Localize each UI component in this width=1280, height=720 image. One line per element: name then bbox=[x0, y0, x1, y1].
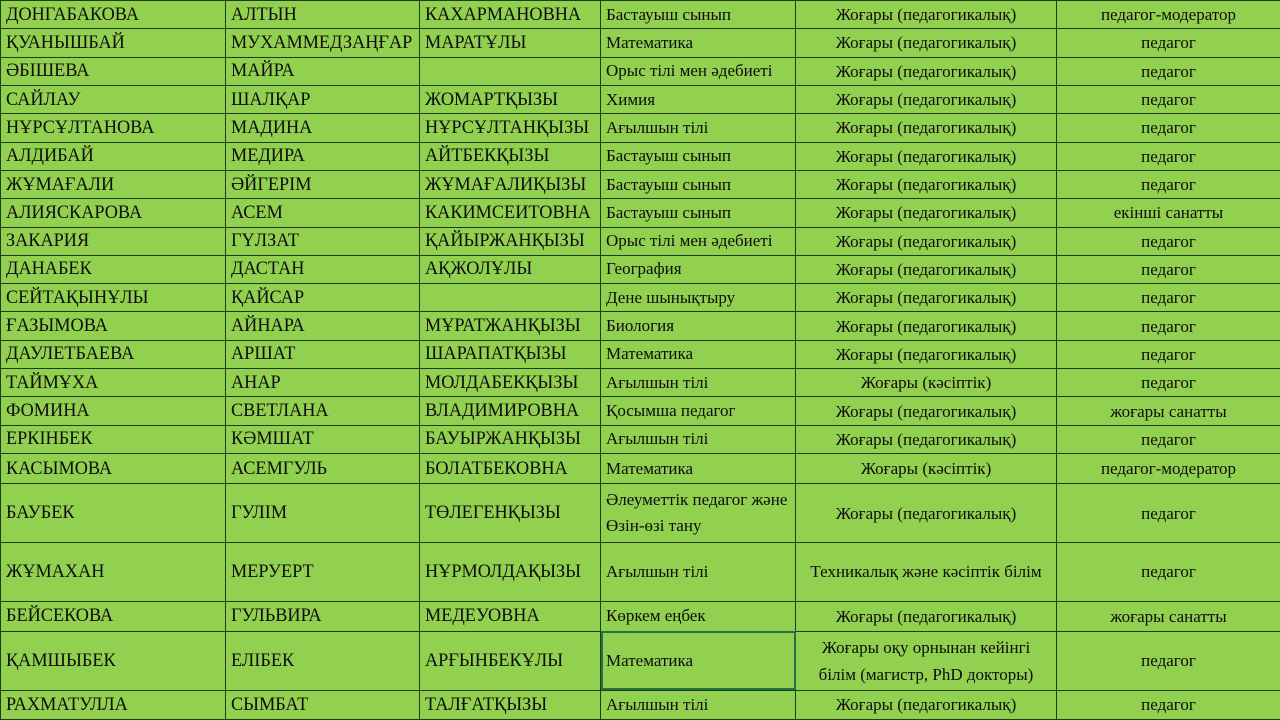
cell-subject-text: Математика bbox=[606, 344, 694, 364]
cell-patronymic-text: АРҒЫНБЕКҰЛЫ bbox=[425, 649, 564, 671]
cell-category[interactable] bbox=[1057, 255, 1280, 283]
cell-category-text: педагог bbox=[1141, 288, 1196, 308]
cell-subject[interactable] bbox=[601, 255, 796, 283]
cell-name-text: МУХАММЕДЗАҢҒАР bbox=[231, 31, 413, 53]
table-row bbox=[1, 397, 1280, 425]
cell-category[interactable] bbox=[1057, 425, 1280, 453]
cell-category-text: педагог bbox=[1141, 231, 1196, 251]
cell-category[interactable] bbox=[1057, 340, 1280, 368]
cell-name[interactable] bbox=[226, 340, 420, 368]
table-row bbox=[1, 85, 1280, 113]
cell-education-text: Жоғары (педагогикалық) bbox=[835, 90, 1017, 110]
cell-surname[interactable] bbox=[1, 454, 226, 484]
cell-name[interactable] bbox=[226, 454, 420, 484]
cell-subject-text: Биология bbox=[606, 316, 675, 336]
cell-subject[interactable] bbox=[601, 57, 796, 85]
cell-patronymic-text: МЕДЕУОВНА bbox=[425, 605, 540, 627]
cell-name[interactable] bbox=[226, 484, 420, 543]
cell-education[interactable] bbox=[796, 312, 1057, 340]
cell-name[interactable] bbox=[226, 142, 420, 170]
table-row bbox=[1, 29, 1280, 57]
cell-education-text: Жоғары (педагогикалық) bbox=[835, 503, 1017, 523]
cell-education-text: Жоғары (педагогикалық) bbox=[835, 61, 1017, 81]
cell-surname-text: СЕЙТАҚЫНҰЛЫ bbox=[6, 286, 149, 308]
cell-education-text: Жоғары (педагогикалық) bbox=[835, 606, 1017, 626]
cell-patronymic-text: ТАЛҒАТҚЫЗЫ bbox=[425, 693, 548, 715]
cell-subject-text: Бастауыш сынып bbox=[606, 174, 732, 194]
cell-patronymic-text: НҰРСҰЛТАНҚЫЗЫ bbox=[425, 116, 590, 138]
cell-subject[interactable] bbox=[601, 631, 796, 690]
cell-category[interactable] bbox=[1057, 484, 1280, 543]
cell-category[interactable] bbox=[1057, 369, 1280, 397]
table-row bbox=[1, 454, 1280, 484]
cell-education[interactable] bbox=[796, 114, 1057, 142]
cell-education[interactable] bbox=[796, 57, 1057, 85]
cell-education[interactable] bbox=[796, 170, 1057, 198]
cell-education-text: Жоғары (кәсіптік) bbox=[860, 459, 992, 479]
cell-category[interactable] bbox=[1057, 631, 1280, 690]
cell-surname-text: САЙЛАУ bbox=[6, 88, 81, 110]
table-row bbox=[1, 284, 1280, 312]
cell-name-text: ҚАЙСАР bbox=[231, 286, 305, 308]
cell-education[interactable] bbox=[796, 255, 1057, 283]
cell-category-text: педагог-модератор bbox=[1100, 459, 1237, 479]
cell-category-text: педагог bbox=[1141, 651, 1196, 671]
cell-subject-text: Химия bbox=[606, 89, 656, 109]
cell-education[interactable] bbox=[796, 484, 1057, 543]
cell-category-text: жоғары санатты bbox=[1110, 401, 1227, 421]
cell-subject-text: Орыс тілі мен әдебиеті bbox=[606, 231, 773, 251]
cell-patronymic[interactable] bbox=[420, 284, 601, 312]
cell-category[interactable] bbox=[1057, 170, 1280, 198]
cell-name[interactable] bbox=[226, 227, 420, 255]
cell-subject[interactable] bbox=[601, 312, 796, 340]
cell-surname-text: ФОМИНА bbox=[6, 400, 90, 422]
cell-subject-text: География bbox=[606, 259, 682, 279]
cell-subject-text: Бастауыш сынып bbox=[606, 4, 732, 24]
cell-name[interactable] bbox=[226, 255, 420, 283]
cell-patronymic-text: ШАРАПАТҚЫЗЫ bbox=[425, 343, 567, 365]
cell-patronymic[interactable] bbox=[420, 29, 601, 57]
table-row bbox=[1, 142, 1280, 170]
cell-education-text: Техникалық және кәсіптік білім bbox=[810, 562, 1042, 582]
cell-name[interactable] bbox=[226, 397, 420, 425]
cell-education-text: Жоғары (педагогикалық) bbox=[835, 146, 1017, 166]
cell-subject[interactable] bbox=[601, 142, 796, 170]
cell-patronymic[interactable] bbox=[420, 484, 601, 543]
cell-surname[interactable] bbox=[1, 29, 226, 57]
cell-education[interactable] bbox=[796, 340, 1057, 368]
cell-education[interactable] bbox=[796, 454, 1057, 484]
cell-name[interactable] bbox=[226, 170, 420, 198]
cell-category[interactable] bbox=[1057, 601, 1280, 631]
cell-subject[interactable] bbox=[601, 170, 796, 198]
cell-category[interactable] bbox=[1057, 142, 1280, 170]
cell-patronymic[interactable] bbox=[420, 114, 601, 142]
cell-subject-text: Дене шынықтыру bbox=[606, 287, 736, 307]
cell-education-text: Жоғары (педагогикалық) bbox=[835, 203, 1017, 223]
cell-education-text: Жоғары оқу орнынан кейінгі білім (магистр, PhD докторы) bbox=[818, 637, 1034, 684]
grid-body bbox=[1, 1, 1280, 720]
cell-category-text: педагог bbox=[1141, 259, 1196, 279]
cell-patronymic[interactable] bbox=[420, 199, 601, 227]
cell-name-text: МЕРУЕРТ bbox=[231, 560, 314, 582]
cell-patronymic[interactable] bbox=[420, 425, 601, 453]
cell-surname-text: БЕЙСЕКОВА bbox=[6, 605, 114, 627]
cell-category[interactable] bbox=[1057, 199, 1280, 227]
cell-patronymic[interactable] bbox=[420, 397, 601, 425]
cell-education-text: Жоғары (педагогикалық) bbox=[835, 344, 1017, 364]
cell-patronymic[interactable] bbox=[420, 1, 601, 29]
cell-name-text: МАЙРА bbox=[231, 60, 295, 82]
cell-surname-text: ҚУАНЫШБАЙ bbox=[6, 31, 125, 53]
table-row bbox=[1, 114, 1280, 142]
cell-education-text: Жоғары (педагогикалық) bbox=[835, 288, 1017, 308]
cell-name-text: ӘЙГЕРІМ bbox=[231, 173, 312, 195]
table-row bbox=[1, 631, 1280, 690]
cell-surname[interactable] bbox=[1, 142, 226, 170]
cell-surname[interactable] bbox=[1, 199, 226, 227]
cell-education-text: Жоғары (педагогикалық) bbox=[835, 401, 1017, 421]
cell-surname[interactable] bbox=[1, 690, 226, 719]
cell-surname[interactable] bbox=[1, 397, 226, 425]
cell-subject[interactable] bbox=[601, 601, 796, 631]
cell-surname-text: ЖҰМАҒАЛИ bbox=[6, 173, 115, 195]
cell-patronymic[interactable] bbox=[420, 170, 601, 198]
cell-name[interactable] bbox=[226, 1, 420, 29]
cell-surname[interactable] bbox=[1, 631, 226, 690]
cell-category[interactable] bbox=[1057, 29, 1280, 57]
cell-category[interactable] bbox=[1057, 57, 1280, 85]
cell-surname[interactable] bbox=[1, 340, 226, 368]
cell-subject[interactable] bbox=[601, 85, 796, 113]
cell-surname[interactable] bbox=[1, 369, 226, 397]
cell-surname-text: АЛИЯСКАРОВА bbox=[6, 201, 143, 223]
cell-name-text: ДАСТАН bbox=[231, 258, 305, 280]
cell-surname-text: ҒАЗЫМОВА bbox=[6, 315, 108, 337]
cell-education[interactable] bbox=[796, 542, 1057, 601]
cell-surname-text: ӘБІШЕВА bbox=[6, 60, 90, 82]
cell-subject[interactable] bbox=[601, 369, 796, 397]
cell-category-text: педагог bbox=[1141, 118, 1196, 138]
cell-subject[interactable] bbox=[601, 340, 796, 368]
cell-education-text: Жоғары (педагогикалық) bbox=[835, 118, 1017, 138]
table-row bbox=[1, 601, 1280, 631]
cell-patronymic[interactable] bbox=[420, 631, 601, 690]
cell-subject-text: Бастауыш сынып bbox=[606, 146, 732, 166]
cell-name-text: МАДИНА bbox=[231, 116, 313, 138]
cell-education-text: Жоғары (педагогикалық) bbox=[835, 695, 1017, 715]
table-row bbox=[1, 199, 1280, 227]
cell-subject-text: Көркем еңбек bbox=[606, 606, 706, 626]
table-row bbox=[1, 690, 1280, 719]
cell-subject[interactable] bbox=[601, 425, 796, 453]
cell-patronymic[interactable] bbox=[420, 255, 601, 283]
cell-patronymic[interactable] bbox=[420, 227, 601, 255]
cell-patronymic-text: ЖОМАРТҚЫЗЫ bbox=[425, 88, 559, 110]
cell-education-text: Жоғары (педагогикалық) bbox=[835, 175, 1017, 195]
cell-category-text: педагог bbox=[1141, 316, 1196, 336]
cell-subject[interactable] bbox=[601, 690, 796, 719]
cell-name[interactable] bbox=[226, 542, 420, 601]
cell-subject-text: Математика bbox=[606, 458, 694, 478]
cell-patronymic-text: КАКИМСЕИТОВНА bbox=[425, 201, 591, 223]
cell-patronymic[interactable] bbox=[420, 85, 601, 113]
cell-category-text: педагог bbox=[1141, 695, 1196, 715]
cell-name-text: ГУЛІМ bbox=[231, 502, 288, 524]
cell-name[interactable] bbox=[226, 85, 420, 113]
cell-surname[interactable] bbox=[1, 227, 226, 255]
cell-surname-text: КАСЫМОВА bbox=[6, 457, 113, 479]
cell-patronymic-text: ТӨЛЕГЕНҚЫЗЫ bbox=[425, 502, 561, 524]
cell-education[interactable] bbox=[796, 199, 1057, 227]
cell-category[interactable] bbox=[1057, 690, 1280, 719]
cell-surname-text: ДАНАБЕК bbox=[6, 258, 92, 280]
cell-surname[interactable] bbox=[1, 312, 226, 340]
cell-patronymic[interactable] bbox=[420, 690, 601, 719]
cell-surname[interactable] bbox=[1, 1, 226, 29]
cell-name[interactable] bbox=[226, 114, 420, 142]
cell-education[interactable] bbox=[796, 369, 1057, 397]
cell-subject-text: Қосымша педагог bbox=[606, 401, 736, 421]
cell-category[interactable] bbox=[1057, 397, 1280, 425]
cell-subject-text: Ағылшын тілі bbox=[606, 372, 709, 392]
cell-name[interactable] bbox=[226, 631, 420, 690]
cell-education-text: Жоғары (педагогикалық) bbox=[835, 259, 1017, 279]
cell-education[interactable] bbox=[796, 85, 1057, 113]
cell-patronymic-text: КАХАРМАНОВНА bbox=[425, 3, 582, 25]
cell-category-text: педагог bbox=[1141, 562, 1196, 582]
cell-name[interactable] bbox=[226, 690, 420, 719]
cell-subject[interactable] bbox=[601, 114, 796, 142]
cell-surname[interactable] bbox=[1, 425, 226, 453]
cell-education[interactable] bbox=[796, 284, 1057, 312]
cell-name-text: СВЕТЛАНА bbox=[231, 400, 329, 422]
cell-patronymic[interactable] bbox=[420, 454, 601, 484]
cell-subject-text: Ағылшын тілі bbox=[606, 117, 709, 137]
cell-category-text: педагог bbox=[1141, 429, 1196, 449]
cell-category[interactable] bbox=[1057, 227, 1280, 255]
cell-education-text: Жоғары (педагогикалық) bbox=[835, 5, 1017, 25]
cell-education[interactable] bbox=[796, 142, 1057, 170]
cell-subject[interactable] bbox=[601, 227, 796, 255]
cell-education-text: Жоғары (педагогикалық) bbox=[835, 231, 1017, 251]
cell-name[interactable] bbox=[226, 312, 420, 340]
cell-name-text: ЕЛІБЕК bbox=[231, 649, 295, 671]
cell-name[interactable] bbox=[226, 284, 420, 312]
cell-education[interactable] bbox=[796, 29, 1057, 57]
table-row bbox=[1, 170, 1280, 198]
cell-surname[interactable] bbox=[1, 170, 226, 198]
cell-subject[interactable] bbox=[601, 454, 796, 484]
cell-surname[interactable] bbox=[1, 57, 226, 85]
cell-category[interactable] bbox=[1057, 284, 1280, 312]
cell-name-text: АНАР bbox=[231, 371, 281, 393]
cell-subject[interactable] bbox=[601, 199, 796, 227]
cell-subject-text: Бастауыш сынып bbox=[606, 202, 732, 222]
cell-surname-text: ҚАМШЫБЕК bbox=[6, 649, 116, 671]
cell-category-text: педагог bbox=[1141, 90, 1196, 110]
cell-surname[interactable] bbox=[1, 601, 226, 631]
cell-patronymic-text: НҰРМОЛДАҚЫЗЫ bbox=[425, 560, 582, 582]
cell-name[interactable] bbox=[226, 601, 420, 631]
cell-subject-text: Ағылшын тілі bbox=[606, 694, 709, 714]
cell-patronymic[interactable] bbox=[420, 369, 601, 397]
cell-subject-text: Математика bbox=[606, 32, 694, 52]
cell-education-text: Жоғары (педагогикалық) bbox=[835, 33, 1017, 53]
cell-subject[interactable] bbox=[601, 284, 796, 312]
cell-name-text: АСЕМГУЛЬ bbox=[231, 457, 328, 479]
cell-name-text: МЕДИРА bbox=[231, 145, 305, 167]
cell-surname-text: РАХМАТУЛЛА bbox=[6, 693, 128, 715]
cell-surname-text: ДАУЛЕТБАЕВА bbox=[6, 343, 135, 365]
cell-patronymic[interactable] bbox=[420, 340, 601, 368]
cell-surname-text: ТАЙМҰХА bbox=[6, 371, 99, 393]
cell-category[interactable] bbox=[1057, 312, 1280, 340]
cell-surname-text: ЗАКАРИЯ bbox=[6, 230, 90, 252]
cell-education[interactable] bbox=[796, 227, 1057, 255]
cell-subject[interactable] bbox=[601, 397, 796, 425]
cell-subject-text: Математика bbox=[606, 650, 694, 670]
cell-category[interactable] bbox=[1057, 114, 1280, 142]
cell-category-text: педагог bbox=[1141, 33, 1196, 53]
cell-category-text: педагог bbox=[1141, 175, 1196, 195]
table-row bbox=[1, 484, 1280, 543]
cell-subject[interactable] bbox=[601, 29, 796, 57]
cell-category[interactable] bbox=[1057, 542, 1280, 601]
cell-subject[interactable] bbox=[601, 542, 796, 601]
cell-surname[interactable] bbox=[1, 85, 226, 113]
cell-category-text: педагог-модератор bbox=[1100, 5, 1237, 25]
cell-education[interactable] bbox=[796, 425, 1057, 453]
cell-category-text: жоғары санатты bbox=[1110, 606, 1227, 626]
cell-name-text: АЛТЫН bbox=[231, 3, 297, 25]
cell-surname[interactable] bbox=[1, 484, 226, 543]
cell-name-text: ГУЛЬВИРА bbox=[231, 605, 322, 627]
cell-education-text: Жоғары (педагогикалық) bbox=[835, 316, 1017, 336]
cell-category-text: педагог bbox=[1141, 373, 1196, 393]
cell-education[interactable] bbox=[796, 397, 1057, 425]
cell-category-text: педагог bbox=[1141, 61, 1196, 81]
cell-name-text: КӘМШАТ bbox=[231, 428, 314, 450]
table-row bbox=[1, 57, 1280, 85]
cell-patronymic[interactable] bbox=[420, 542, 601, 601]
cell-education[interactable] bbox=[796, 690, 1057, 719]
cell-category[interactable] bbox=[1057, 1, 1280, 29]
cell-name-text: АЙНАРА bbox=[231, 315, 305, 337]
cell-patronymic[interactable] bbox=[420, 142, 601, 170]
cell-patronymic-text: ҚАЙЫРЖАНҚЫЗЫ bbox=[425, 230, 585, 252]
cell-surname-text: НҰРСҰЛТАНОВА bbox=[6, 116, 155, 138]
cell-patronymic-text: МОЛДАБЕКҚЫЗЫ bbox=[425, 371, 579, 393]
cell-name-text: АСЕМ bbox=[231, 201, 283, 223]
cell-patronymic-text: БОЛАТБЕКОВНА bbox=[425, 457, 568, 479]
cell-surname-text: ЕРКІНБЕК bbox=[6, 428, 93, 450]
cell-subject-text: Орыс тілі мен әдебиеті bbox=[606, 61, 773, 81]
cell-patronymic-text: МАРАТҰЛЫ bbox=[425, 31, 527, 53]
cell-education[interactable] bbox=[796, 1, 1057, 29]
table-row bbox=[1, 340, 1280, 368]
table-row bbox=[1, 542, 1280, 601]
cell-surname[interactable] bbox=[1, 114, 226, 142]
cell-subject[interactable] bbox=[601, 484, 796, 543]
cell-name-text: ГҮЛЗАТ bbox=[231, 230, 299, 252]
cell-name-text: ШАЛҚАР bbox=[231, 88, 311, 110]
cell-category-text: екінші санатты bbox=[1113, 203, 1224, 223]
cell-surname-text: АЛДИБАЙ bbox=[6, 145, 94, 167]
cell-name-text: АРШАТ bbox=[231, 343, 296, 365]
cell-subject-text: Әлеуметтік педагог және Өзін-өзі тану bbox=[606, 490, 788, 536]
cell-name[interactable] bbox=[226, 369, 420, 397]
cell-patronymic-text: МҰРАТЖАНҚЫЗЫ bbox=[425, 315, 581, 337]
cell-subject-text: Ағылшын тілі bbox=[606, 561, 709, 581]
cell-patronymic-text: БАУЫРЖАНҚЫЗЫ bbox=[425, 428, 581, 450]
cell-category[interactable] bbox=[1057, 85, 1280, 113]
table-row bbox=[1, 227, 1280, 255]
cell-category-text: педагог bbox=[1141, 503, 1196, 523]
cell-surname-text: БАУБЕК bbox=[6, 502, 75, 524]
cell-patronymic-text: АҚЖОЛҰЛЫ bbox=[425, 258, 533, 280]
cell-surname-text: ЖҰМАХАН bbox=[6, 560, 105, 582]
cell-surname[interactable] bbox=[1, 284, 226, 312]
cell-education-text: Жоғары (педагогикалық) bbox=[835, 429, 1017, 449]
cell-category-text: педагог bbox=[1141, 146, 1196, 166]
cell-name-text: СЫМБАТ bbox=[231, 693, 309, 715]
cell-subject[interactable] bbox=[601, 1, 796, 29]
cell-patronymic[interactable] bbox=[420, 601, 601, 631]
cell-education[interactable] bbox=[796, 631, 1057, 690]
cell-education[interactable] bbox=[796, 601, 1057, 631]
cell-education-text: Жоғары (кәсіптік) bbox=[860, 373, 992, 393]
cell-surname-text: ДОНГАБАКОВА bbox=[6, 3, 140, 25]
cell-surname[interactable] bbox=[1, 255, 226, 283]
table-row bbox=[1, 1, 1280, 29]
cell-name[interactable] bbox=[226, 29, 420, 57]
table-row bbox=[1, 425, 1280, 453]
cell-name[interactable] bbox=[226, 425, 420, 453]
cell-patronymic-text: ВЛАДИМИРОВНА bbox=[425, 400, 580, 422]
cell-surname[interactable] bbox=[1, 542, 226, 601]
table-row bbox=[1, 312, 1280, 340]
cell-name[interactable] bbox=[226, 57, 420, 85]
cell-patronymic[interactable] bbox=[420, 312, 601, 340]
table-row bbox=[1, 255, 1280, 283]
cell-patronymic-text: АЙТБЕКҚЫЗЫ bbox=[425, 145, 550, 167]
cell-patronymic[interactable] bbox=[420, 57, 601, 85]
cell-subject-text: Ағылшын тілі bbox=[606, 429, 709, 449]
cell-patronymic-text: ЖҰМАҒАЛИҚЫЗЫ bbox=[425, 173, 587, 195]
cell-name[interactable] bbox=[226, 199, 420, 227]
table-row bbox=[1, 369, 1280, 397]
cell-category-text: педагог bbox=[1141, 344, 1196, 364]
cell-category[interactable] bbox=[1057, 454, 1280, 484]
